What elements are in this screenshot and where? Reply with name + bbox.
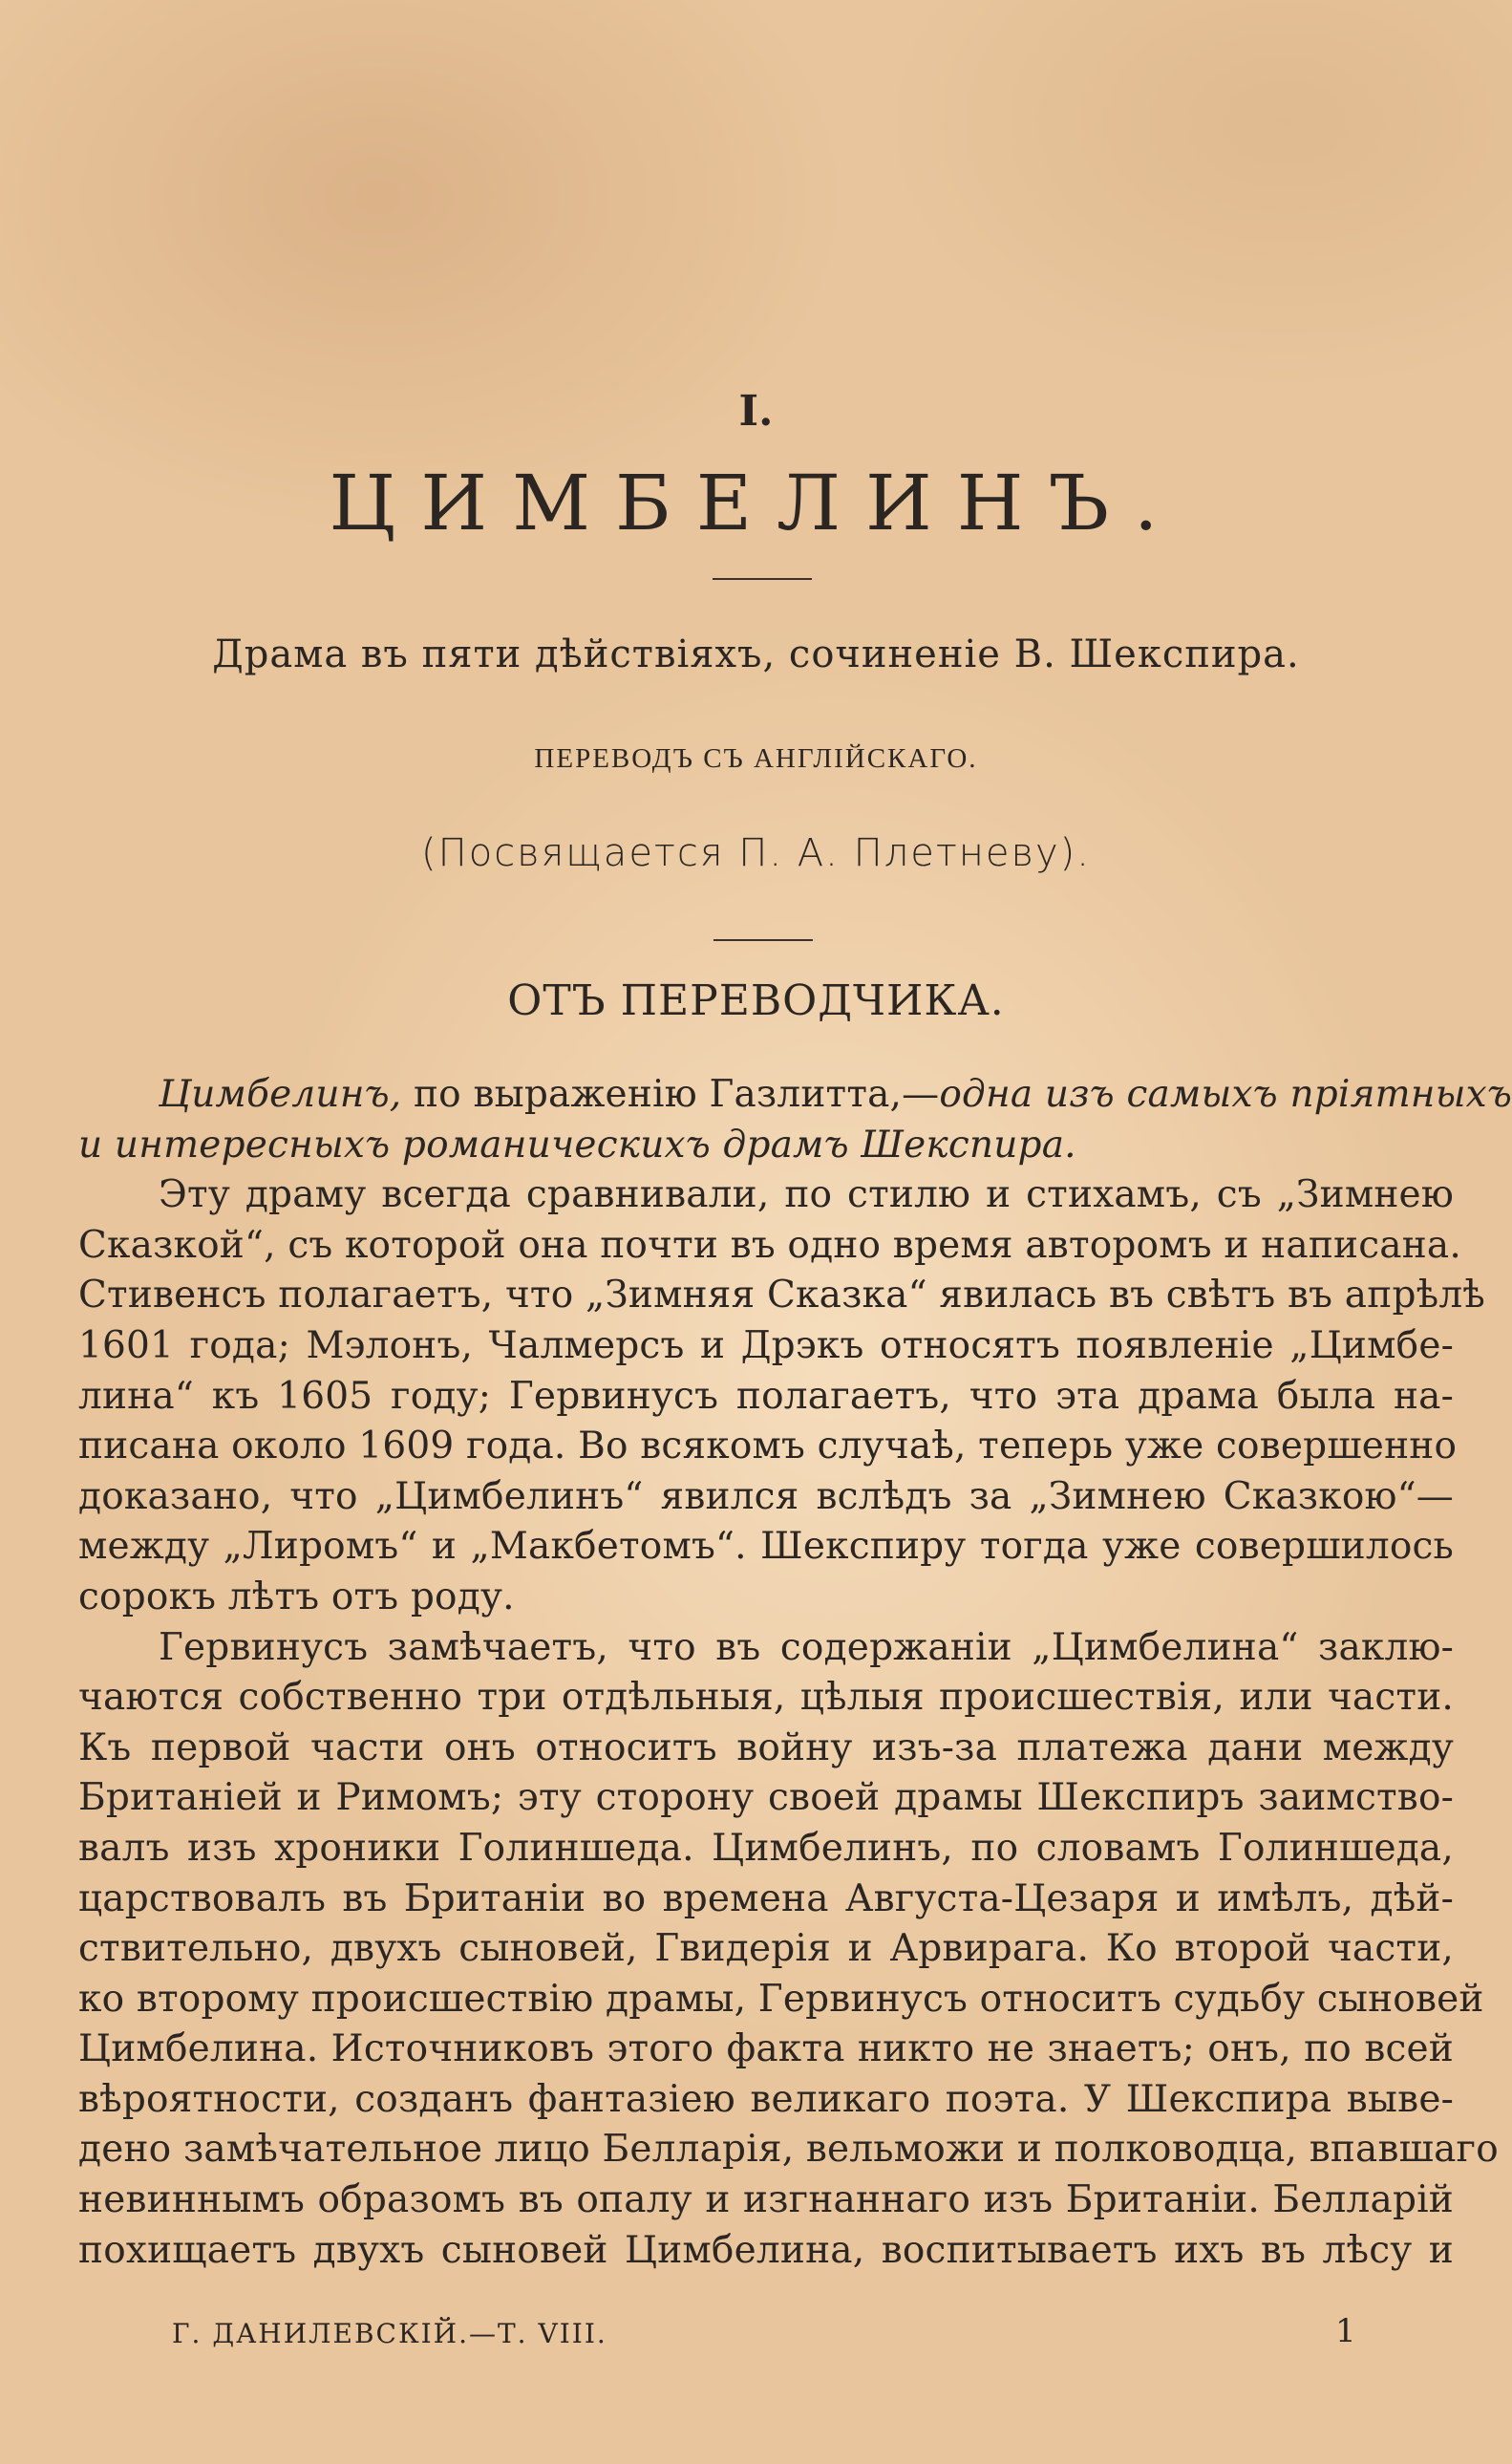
footer-signature: Г. ДАНИЛЕВСКІЙ.—Т. VIII.: [172, 2318, 607, 2349]
paragraph3-line: ствительно, двухъ сыновей, Гвидерія и Арвирага. Ко второй части,: [78, 1927, 1454, 1971]
paragraph3-line: царствовалъ въ Британіи во времена Августа-Цезаря и имѣлъ, дѣй-: [78, 1876, 1454, 1920]
section-divider: [713, 939, 813, 941]
paragraph3-line: невиннымъ образомъ въ опалу и изгнаннаго изъ Британіи. Белларій: [78, 2178, 1454, 2222]
subtitle: Драма въ пяти дѣйствіяхъ, сочиненіе В. Шекспира.: [212, 632, 1300, 676]
paragraph3-line: Гервинусъ замѣчаетъ, что въ содержаніи „Цимбелина“ заклю-: [159, 1625, 1454, 1669]
paragraph3-line: Британіей и Римомъ; эту сторону своей драмы Шекспиръ заимство-: [78, 1776, 1454, 1820]
paragraph3-line: Цимбелина. Источниковъ этого факта никто не знаетъ; онъ, по всей: [78, 2027, 1454, 2071]
section-heading: ОТЪ ПЕРЕВОДЧИКА.: [507, 976, 1005, 1025]
chapter-number: I.: [738, 387, 774, 436]
paragraph3-line: вѣроятности, созданъ фантазіею великаго поэта. У Шекспира выве-: [78, 2077, 1454, 2121]
paragraph3-line: похищаетъ двухъ сыновей Цимбелина, воспитываетъ ихъ въ лѣсу и: [78, 2228, 1454, 2272]
paragraph2-line: между „Лиромъ“ и „Макбетомъ“. Шекспиру тогда уже совершилось: [78, 1525, 1454, 1569]
paragraph1-line: и интересныхъ романическихъ драмъ Шекспира.: [78, 1123, 1076, 1167]
paragraph1-line: Цимбелинъ, по выраженію Газлитта,—одна изъ самыхъ пріятныхъ: [159, 1073, 1512, 1116]
page-title: ЦИМБЕЛИНЪ.: [329, 459, 1183, 547]
paragraph3-line: дено замѣчательное лицо Белларія, вельможи и полководца, впавшаго: [78, 2128, 1499, 2172]
paragraph2-line: сорокъ лѣтъ отъ роду.: [78, 1575, 515, 1618]
paragraph2-line: Эту драму всегда сравнивали, по стилю и стихамъ, съ „Зимнею: [159, 1173, 1454, 1217]
paragraph2-line: Сказкой“, съ которой она почти въ одно время авторомъ и написана.: [78, 1223, 1461, 1267]
translation-note: ПЕРЕВОДЪ СЪ АНГЛІЙСКАГО.: [534, 743, 978, 774]
paragraph3-line: чаются собственно три отдѣльныя, цѣлыя происшествія, или части.: [78, 1676, 1454, 1720]
paragraph2-line: 1601 года; Мэлонъ, Чалмерсъ и Дрэкъ относятъ появленіе „Цимбе-: [78, 1323, 1454, 1367]
paragraph2-line: Стивенсъ полагаетъ, что „Зимняя Сказка“ явилась въ свѣтъ въ апрѣлѣ: [78, 1274, 1486, 1318]
body-text: [78, 1070, 1512, 2276]
title-divider: [713, 578, 812, 580]
paragraph2-line: лина“ къ 1605 году; Гервинусъ полагаетъ, что эта драма была на-: [78, 1374, 1454, 1418]
paragraph2-line: писана около 1609 года. Во всякомъ случаѣ, теперь уже совершенно: [78, 1425, 1458, 1468]
paragraph3-line: ко второму происшествію драмы, Гервинусъ относитъ судьбу сыновей: [78, 1977, 1484, 2021]
dedication: (Посвящается П. А. Плетневу).: [421, 831, 1091, 875]
paragraph2-line: доказано, что „Цимбелинъ“ явился вслѣдъ за „Зимнею Сказкою“—: [78, 1474, 1454, 1518]
page-number: 1: [1335, 2312, 1356, 2350]
paragraph3-line: Къ первой части онъ относитъ войну изъ-за платежа дани между: [78, 1725, 1454, 1769]
paragraph3-line: валъ изъ хроники Голиншеда. Цимбелинъ, по словамъ Голиншеда,: [78, 1826, 1454, 1870]
